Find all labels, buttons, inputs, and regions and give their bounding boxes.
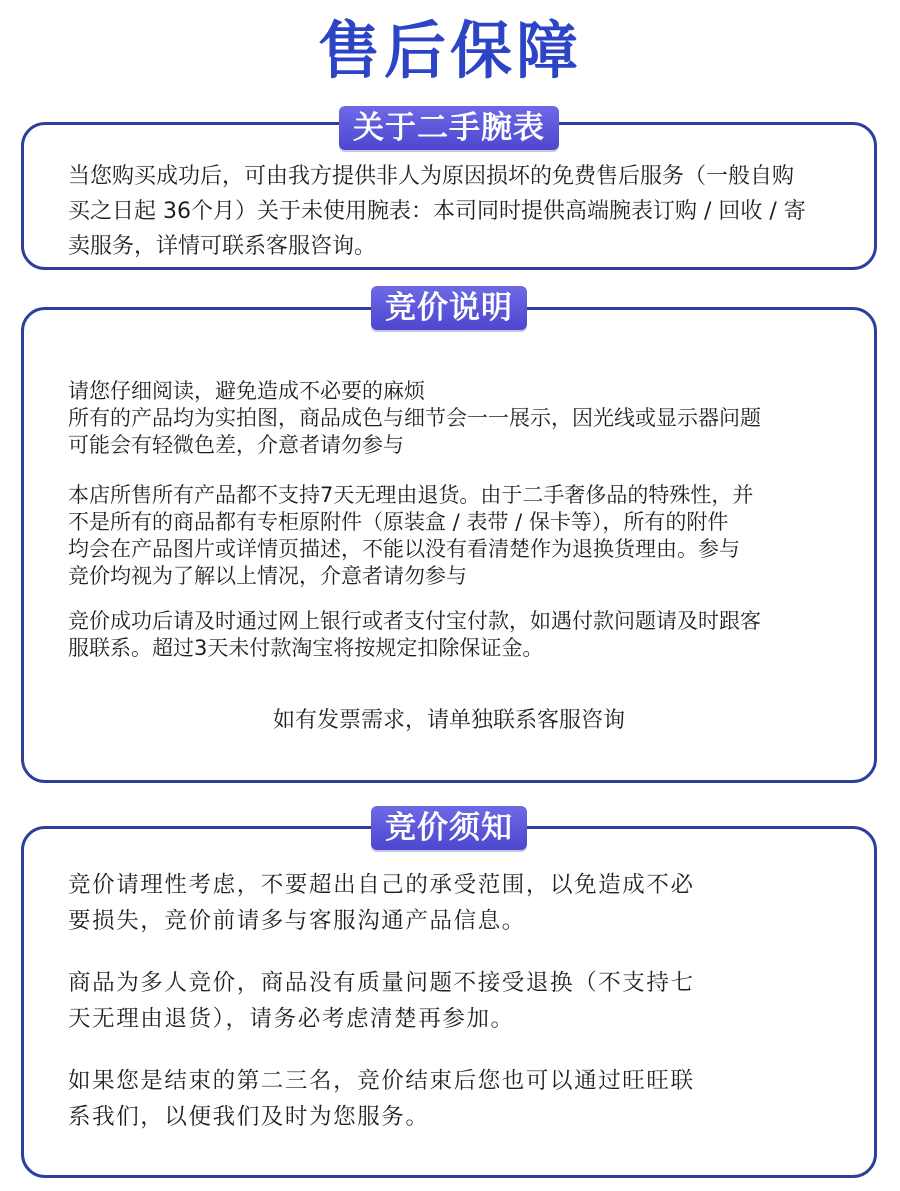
text-line: 系我们，以便我们及时为您服务。 xyxy=(68,1104,430,1130)
text-line: 竞价均视为了解以上情况，介意者请勿参与 xyxy=(68,564,467,588)
text-line: 天无理由退货），请务必考虑清楚再参加。 xyxy=(68,1006,515,1032)
text-line: 买之日起 36个月）关于未使用腕表：本司同时提供高端腕表订购 / 回收 / 寄 xyxy=(68,199,806,224)
text-line: 当您购买成功后，可由我方提供非人为原因损坏的免费售后服务（一般自购 xyxy=(68,164,795,189)
text-line: 要损失，竞价前请多与客服沟通产品信息。 xyxy=(68,908,526,934)
section-heading: 关于二手腕表 xyxy=(339,106,559,150)
invoice-note xyxy=(24,706,874,736)
text-line: 可能会有轻微色差，介意者请勿参与 xyxy=(68,433,404,457)
section-heading: 竞价须知 xyxy=(371,806,527,850)
text-line: 竞价请理性考虑，不要超出自己的承受范围，以免造成不必 xyxy=(68,872,695,898)
text-line: 本店所售所有产品都不支持7天无理由退货。由于二手奢侈品的特殊性，并 xyxy=(68,483,754,507)
text-line: 均会在产品图片或详情页描述，不能以没有看清楚作为退换货理由。参与 xyxy=(68,537,740,561)
text-line: 不是所有的商品都有专柜原附件（原装盒 / 表带 / 保卡等），所有的附件 xyxy=(68,510,729,534)
section-paragraph xyxy=(68,1063,695,1135)
section-used-watches xyxy=(21,110,877,270)
section-paragraph xyxy=(68,608,761,662)
page-title: 售后保障 xyxy=(317,14,582,87)
section-paragraph xyxy=(68,378,761,459)
section-bidding-explanation xyxy=(21,290,877,783)
text-line: 商品为多人竞价，商品没有质量问题不接受退换（不支持七 xyxy=(68,970,695,996)
section-paragraph xyxy=(68,867,695,939)
section-paragraph xyxy=(68,482,753,590)
text-line: 所有的产品均为实拍图，商品成色与细节会一一展示，因光线或显示器问题 xyxy=(68,406,761,430)
text-line: 竞价成功后请及时通过网上银行或者支付宝付款，如遇付款问题请及时跟客 xyxy=(68,609,761,633)
text-line: 请您仔细阅读，避免造成不必要的麻烦 xyxy=(68,379,425,403)
section-paragraph xyxy=(68,159,806,264)
section-heading: 竞价说明 xyxy=(371,286,527,330)
text-line: 如有发票需求，请单独联系客服咨询 xyxy=(272,708,625,733)
section-paragraph xyxy=(68,965,695,1037)
text-line: 如果您是结束的第二三名，竞价结束后您也可以通过旺旺联 xyxy=(68,1068,695,1094)
text-line: 卖服务，详情可联系客服咨询。 xyxy=(68,234,377,259)
section-bidding-notice xyxy=(21,810,877,1178)
text-line: 服联系。超过3天未付款淘宝将按规定扣除保证金。 xyxy=(68,636,544,660)
